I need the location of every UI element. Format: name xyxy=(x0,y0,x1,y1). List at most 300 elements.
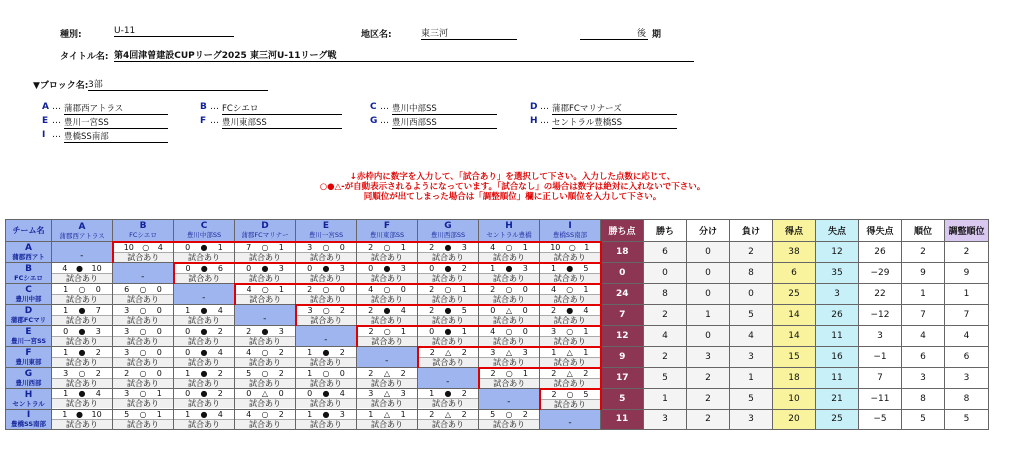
goals-for[interactable]: 0 xyxy=(307,389,313,399)
match-status-select[interactable]: 試合あり xyxy=(296,420,356,429)
match-cell[interactable] xyxy=(235,347,296,368)
goals-against[interactable]: 1 xyxy=(583,284,589,294)
match-score[interactable] xyxy=(418,243,478,253)
match-status-select[interactable]: 試合あり xyxy=(174,337,234,346)
goals-for[interactable]: 3 xyxy=(307,242,313,252)
match-score[interactable] xyxy=(418,327,478,337)
adjusted-rank-cell[interactable]: 1 xyxy=(945,284,989,305)
match-score[interactable] xyxy=(541,390,600,400)
goals-against[interactable]: 3 xyxy=(522,347,528,357)
adjusted-rank-cell[interactable]: 7 xyxy=(945,305,989,326)
match-status-select[interactable]: 試合あり xyxy=(479,337,539,346)
term-field[interactable]: 後 xyxy=(580,26,648,40)
match-status-select[interactable]: 試合あり xyxy=(479,420,539,429)
match-cell[interactable] xyxy=(479,305,540,326)
match-status-select[interactable]: 試合あり xyxy=(357,274,417,283)
goals-against[interactable]: 4 xyxy=(95,389,101,399)
goals-for[interactable]: 3 xyxy=(490,347,496,357)
goals-for[interactable]: 0 xyxy=(63,326,69,336)
match-score[interactable] xyxy=(174,410,234,420)
goals-for[interactable]: 2 xyxy=(429,305,435,315)
match-status-select[interactable]: 試合あり xyxy=(479,358,539,367)
match-score[interactable] xyxy=(357,306,417,316)
match-status-select[interactable]: 試合あり xyxy=(296,274,356,283)
match-cell[interactable] xyxy=(235,389,296,410)
match-cell[interactable] xyxy=(113,368,174,389)
match-cell[interactable] xyxy=(357,368,418,389)
goals-against[interactable]: 2 xyxy=(522,409,528,419)
match-status-select[interactable]: 試合あり xyxy=(357,253,417,262)
goals-for[interactable]: 1 xyxy=(368,409,374,419)
match-score[interactable] xyxy=(296,369,356,379)
goals-for[interactable]: 10 xyxy=(123,242,134,252)
goals-for[interactable]: 0 xyxy=(185,389,191,399)
goals-against[interactable]: 4 xyxy=(400,305,406,315)
match-cell[interactable] xyxy=(174,389,235,410)
goals-against[interactable]: 1 xyxy=(278,242,284,252)
goals-against[interactable]: 4 xyxy=(217,409,223,419)
goals-for[interactable]: 3 xyxy=(307,305,313,315)
goals-against[interactable]: 2 xyxy=(461,409,467,419)
category-field[interactable]: U-11 xyxy=(114,26,234,37)
match-cell[interactable] xyxy=(174,305,235,326)
match-score[interactable] xyxy=(479,327,539,337)
match-score[interactable] xyxy=(479,306,539,316)
match-score[interactable] xyxy=(235,264,295,274)
match-score[interactable] xyxy=(357,243,417,253)
match-status-select[interactable]: 試合あり xyxy=(113,399,173,408)
match-status-select[interactable]: 試合あり xyxy=(235,399,295,408)
match-score[interactable] xyxy=(540,264,600,274)
match-status-select[interactable]: 試合あり xyxy=(357,399,417,408)
match-score[interactable] xyxy=(174,389,234,399)
match-score[interactable] xyxy=(52,410,112,420)
match-status-select[interactable]: 試合あり xyxy=(540,379,600,388)
match-status-select[interactable]: 試合あり xyxy=(235,420,295,429)
match-status-select[interactable]: 試合あり xyxy=(52,337,112,346)
legend-team-h[interactable]: セントラル豊橋SS xyxy=(552,116,677,129)
goals-against[interactable]: 3 xyxy=(400,263,406,273)
goals-for[interactable]: 2 xyxy=(429,409,435,419)
goals-against[interactable]: 1 xyxy=(217,242,223,252)
goals-for[interactable]: 1 xyxy=(185,305,191,315)
match-cell[interactable] xyxy=(418,242,479,263)
goals-against[interactable]: 1 xyxy=(461,326,467,336)
goals-against[interactable]: 5 xyxy=(583,389,589,399)
goals-for[interactable]: 2 xyxy=(429,347,435,357)
goals-for[interactable]: 3 xyxy=(551,326,557,336)
match-cell[interactable] xyxy=(479,347,540,368)
match-score[interactable] xyxy=(113,327,173,337)
goals-against[interactable]: 3 xyxy=(278,326,284,336)
match-status-select[interactable]: 試合あり xyxy=(296,379,356,388)
legend-team-e[interactable]: 豊川一宮SS xyxy=(64,116,168,129)
match-score[interactable] xyxy=(235,410,295,420)
adjusted-rank-cell[interactable]: 6 xyxy=(945,347,989,368)
goals-for[interactable]: 4 xyxy=(551,284,557,294)
match-cell[interactable] xyxy=(357,242,418,263)
match-score[interactable] xyxy=(52,264,112,274)
match-cell[interactable] xyxy=(357,305,418,326)
match-cell[interactable] xyxy=(52,347,113,368)
goals-for[interactable]: 2 xyxy=(368,326,374,336)
goals-for[interactable]: 3 xyxy=(63,368,69,378)
goals-against[interactable]: 0 xyxy=(156,368,162,378)
goals-against[interactable]: 0 xyxy=(522,326,528,336)
match-status-select[interactable]: 試合あり xyxy=(113,420,173,429)
goals-for[interactable]: 4 xyxy=(490,242,496,252)
match-cell[interactable] xyxy=(357,263,418,284)
goals-against[interactable]: 4 xyxy=(339,389,345,399)
match-score[interactable] xyxy=(479,264,539,274)
match-status-select[interactable]: 試合あり xyxy=(297,316,357,325)
match-score[interactable] xyxy=(235,369,295,379)
match-status-select[interactable]: 試合あり xyxy=(113,295,173,304)
goals-for[interactable]: 0 xyxy=(246,263,252,273)
goals-for[interactable]: 0 xyxy=(490,305,496,315)
match-score[interactable] xyxy=(235,327,295,337)
goals-against[interactable]: 2 xyxy=(583,368,589,378)
goals-against[interactable]: 2 xyxy=(95,347,101,357)
match-status-select[interactable]: 試合あり xyxy=(52,295,112,304)
match-score[interactable] xyxy=(296,389,356,399)
match-cell[interactable] xyxy=(296,263,357,284)
match-score[interactable] xyxy=(296,348,356,358)
match-score[interactable] xyxy=(296,243,356,253)
match-status-select[interactable]: 試合あり xyxy=(174,399,234,408)
goals-for[interactable]: 4 xyxy=(246,284,252,294)
goals-against[interactable]: 2 xyxy=(217,326,223,336)
goals-against[interactable]: 5 xyxy=(461,305,467,315)
match-cell[interactable] xyxy=(296,347,357,368)
match-status-select[interactable]: 試合あり xyxy=(236,295,296,304)
goals-against[interactable]: 1 xyxy=(522,242,528,252)
match-cell[interactable] xyxy=(113,305,174,326)
match-score[interactable] xyxy=(235,389,295,399)
goals-against[interactable]: 2 xyxy=(278,368,284,378)
legend-team-i[interactable]: 豊橋SS南部 xyxy=(64,130,168,143)
match-score[interactable] xyxy=(175,264,235,274)
goals-against[interactable]: 0 xyxy=(339,368,345,378)
goals-against[interactable]: 2 xyxy=(339,347,345,357)
goals-against[interactable]: 0 xyxy=(522,284,528,294)
match-status-select[interactable]: 試合あり xyxy=(418,399,478,408)
goals-for[interactable]: 2 xyxy=(124,368,130,378)
goals-against[interactable]: 3 xyxy=(95,326,101,336)
goals-for[interactable]: 5 xyxy=(490,409,496,419)
goals-against[interactable]: 3 xyxy=(339,263,345,273)
match-cell[interactable] xyxy=(52,389,113,410)
match-score[interactable] xyxy=(174,327,234,337)
match-cell[interactable] xyxy=(113,326,174,347)
match-cell[interactable] xyxy=(418,347,479,368)
goals-for[interactable]: 1 xyxy=(62,409,68,419)
match-status-select[interactable]: 試合あり xyxy=(479,316,539,325)
match-status-select[interactable]: 試合あり xyxy=(52,316,112,325)
match-cell[interactable] xyxy=(113,409,174,429)
match-score[interactable] xyxy=(296,285,356,295)
goals-against[interactable]: 1 xyxy=(583,347,589,357)
match-score[interactable] xyxy=(418,306,478,316)
goals-against[interactable]: 0 xyxy=(156,305,162,315)
goals-against[interactable]: 0 xyxy=(278,389,284,399)
match-score[interactable] xyxy=(52,348,112,358)
goals-against[interactable]: 3 xyxy=(400,389,406,399)
match-cell[interactable] xyxy=(540,242,601,263)
match-score[interactable] xyxy=(357,410,417,420)
match-score[interactable] xyxy=(540,369,600,379)
match-status-select[interactable]: 試合あり xyxy=(113,379,173,388)
match-cell[interactable] xyxy=(235,326,296,347)
goals-for[interactable]: 2 xyxy=(490,284,496,294)
goals-against[interactable]: 0 xyxy=(156,326,162,336)
goals-for[interactable]: 7 xyxy=(246,242,252,252)
match-cell[interactable] xyxy=(113,389,174,410)
match-cell[interactable] xyxy=(418,389,479,410)
goals-for[interactable]: 0 xyxy=(185,242,191,252)
goals-for[interactable]: 3 xyxy=(124,326,130,336)
match-cell[interactable] xyxy=(174,242,235,263)
match-cell[interactable] xyxy=(296,389,357,410)
match-cell[interactable] xyxy=(418,263,479,284)
goals-for[interactable]: 2 xyxy=(429,284,435,294)
match-cell[interactable] xyxy=(52,284,113,305)
match-score[interactable] xyxy=(418,389,478,399)
goals-for[interactable]: 1 xyxy=(307,368,313,378)
goals-against[interactable]: 4 xyxy=(583,305,589,315)
goals-for[interactable]: 2 xyxy=(551,368,557,378)
match-cell[interactable] xyxy=(52,305,113,326)
block-field[interactable]: 3部 xyxy=(88,77,268,91)
match-status-select[interactable]: 試合あり xyxy=(52,358,112,367)
match-cell[interactable] xyxy=(418,284,479,305)
match-status-select[interactable]: 試合あり xyxy=(113,358,173,367)
match-cell[interactable] xyxy=(540,284,601,305)
goals-for[interactable]: 3 xyxy=(368,389,374,399)
goals-against[interactable]: 2 xyxy=(95,368,101,378)
goals-for[interactable]: 3 xyxy=(124,347,130,357)
match-score[interactable] xyxy=(358,327,418,337)
goals-for[interactable]: 2 xyxy=(429,242,435,252)
goals-for[interactable]: 1 xyxy=(63,305,69,315)
match-status-select[interactable]: 試合あり xyxy=(480,379,540,388)
goals-for[interactable]: 2 xyxy=(368,305,374,315)
match-cell[interactable] xyxy=(235,263,296,284)
match-cell[interactable] xyxy=(113,242,174,263)
match-status-select[interactable]: 試合あり xyxy=(541,400,600,409)
match-status-select[interactable]: 試合あり xyxy=(418,253,478,262)
goals-for[interactable]: 4 xyxy=(490,326,496,336)
goals-against[interactable]: 5 xyxy=(583,263,589,273)
region-field[interactable]: 東三河 xyxy=(421,26,517,40)
goals-for[interactable]: 2 xyxy=(368,242,374,252)
match-cell[interactable] xyxy=(235,284,296,305)
match-status-select[interactable]: 試合あり xyxy=(174,379,234,388)
goals-against[interactable]: 2 xyxy=(339,305,345,315)
goals-for[interactable]: 1 xyxy=(185,409,191,419)
match-score[interactable] xyxy=(540,327,600,337)
match-score[interactable] xyxy=(113,348,173,358)
goals-for[interactable]: 2 xyxy=(551,305,557,315)
goals-against[interactable]: 2 xyxy=(278,347,284,357)
adjusted-rank-cell[interactable]: 4 xyxy=(945,326,989,347)
legend-team-c[interactable]: 豊川中部SS xyxy=(392,102,497,115)
match-score[interactable] xyxy=(114,243,174,253)
goals-for[interactable]: 4 xyxy=(62,263,68,273)
match-cell[interactable] xyxy=(52,263,113,284)
match-cell[interactable] xyxy=(479,326,540,347)
goals-for[interactable]: 1 xyxy=(429,389,435,399)
match-cell[interactable] xyxy=(235,242,296,263)
match-status-select[interactable]: 試合あり xyxy=(479,295,539,304)
match-status-select[interactable]: 試合あり xyxy=(296,399,356,408)
match-cell[interactable] xyxy=(479,409,540,429)
match-cell[interactable] xyxy=(540,389,601,410)
title-field[interactable]: 第4回津曽建設CUPリーグ2025 東三河U-11リーグ戦 xyxy=(114,48,694,62)
goals-for[interactable]: 3 xyxy=(124,305,130,315)
goals-against[interactable]: 2 xyxy=(461,347,467,357)
match-status-select[interactable]: 試合あり xyxy=(540,295,600,304)
goals-for[interactable]: 4 xyxy=(246,347,252,357)
goals-against[interactable]: 0 xyxy=(156,347,162,357)
goals-against[interactable]: 6 xyxy=(217,263,223,273)
goals-for[interactable]: 1 xyxy=(63,347,69,357)
match-status-select[interactable]: 試合あり xyxy=(357,379,417,388)
match-status-select[interactable]: 試合あり xyxy=(52,420,112,429)
goals-against[interactable]: 1 xyxy=(400,242,406,252)
match-score[interactable] xyxy=(540,306,600,316)
match-score[interactable] xyxy=(174,348,234,358)
goals-against[interactable]: 4 xyxy=(217,347,223,357)
goals-against[interactable]: 1 xyxy=(156,409,162,419)
match-status-select[interactable]: 試合あり xyxy=(357,295,417,304)
match-score[interactable] xyxy=(236,285,296,295)
match-cell[interactable] xyxy=(357,284,418,305)
match-score[interactable] xyxy=(479,243,539,253)
match-cell[interactable] xyxy=(296,368,357,389)
match-score[interactable] xyxy=(296,264,356,274)
match-cell[interactable] xyxy=(296,409,357,429)
match-score[interactable] xyxy=(113,389,173,399)
goals-for[interactable]: 0 xyxy=(246,389,252,399)
match-status-select[interactable]: 試合あり xyxy=(357,420,417,429)
goals-against[interactable]: 1 xyxy=(278,284,284,294)
match-cell[interactable] xyxy=(540,305,601,326)
goals-for[interactable]: 1 xyxy=(551,263,557,273)
goals-against[interactable]: 10 xyxy=(91,263,102,273)
legend-team-f[interactable]: 豊川東部SS xyxy=(222,116,342,129)
goals-for[interactable]: 1 xyxy=(63,389,69,399)
match-score[interactable] xyxy=(113,306,173,316)
legend-team-b[interactable]: FCシエロ xyxy=(222,102,342,115)
match-cell[interactable] xyxy=(174,326,235,347)
goals-for[interactable]: 0 xyxy=(307,263,313,273)
match-cell[interactable] xyxy=(418,305,479,326)
match-score[interactable] xyxy=(418,410,478,420)
adjusted-rank-cell[interactable]: 8 xyxy=(945,389,989,410)
match-cell[interactable] xyxy=(235,368,296,389)
match-status-select[interactable]: 試合あり xyxy=(235,274,295,283)
goals-against[interactable]: 0 xyxy=(339,284,345,294)
match-score[interactable] xyxy=(297,306,357,316)
legend-team-g[interactable]: 豊川西部SS xyxy=(392,116,497,129)
goals-for[interactable]: 6 xyxy=(124,284,130,294)
goals-against[interactable]: 0 xyxy=(522,305,528,315)
goals-against[interactable]: 0 xyxy=(339,242,345,252)
match-cell[interactable] xyxy=(296,284,357,305)
adjusted-rank-cell[interactable]: 9 xyxy=(945,263,989,284)
match-status-select[interactable]: 試合あり xyxy=(52,379,112,388)
goals-against[interactable]: 0 xyxy=(156,284,162,294)
match-score[interactable] xyxy=(174,369,234,379)
match-score[interactable] xyxy=(113,410,173,420)
match-score[interactable] xyxy=(52,389,112,399)
match-cell[interactable] xyxy=(540,368,601,389)
match-cell[interactable] xyxy=(174,368,235,389)
match-cell[interactable] xyxy=(357,326,418,347)
goals-for[interactable]: 0 xyxy=(429,263,435,273)
match-cell[interactable] xyxy=(113,347,174,368)
goals-for[interactable]: 4 xyxy=(246,409,252,419)
match-score[interactable] xyxy=(540,285,600,295)
goals-for[interactable]: 1 xyxy=(551,347,557,357)
match-cell[interactable] xyxy=(540,263,601,284)
match-status-select[interactable]: 試合あり xyxy=(418,337,478,346)
match-cell[interactable] xyxy=(479,242,540,263)
match-status-select[interactable]: 試合あり xyxy=(418,420,478,429)
match-status-select[interactable]: 試合あり xyxy=(479,253,539,262)
goals-for[interactable]: 0 xyxy=(368,263,374,273)
match-score[interactable] xyxy=(357,389,417,399)
match-status-select[interactable]: 試合あり xyxy=(174,253,234,262)
match-cell[interactable] xyxy=(479,284,540,305)
match-status-select[interactable]: 試合あり xyxy=(479,274,539,283)
match-status-select[interactable]: 試合あり xyxy=(419,358,479,367)
goals-against[interactable]: 1 xyxy=(461,284,467,294)
goals-for[interactable]: 0 xyxy=(185,347,191,357)
match-score[interactable] xyxy=(174,306,234,316)
goals-for[interactable]: 5 xyxy=(124,409,130,419)
match-status-select[interactable]: 試合あり xyxy=(540,316,600,325)
goals-against[interactable]: 1 xyxy=(156,389,162,399)
match-cell[interactable] xyxy=(479,368,540,389)
match-score[interactable] xyxy=(479,410,539,420)
adjusted-rank-cell[interactable]: 3 xyxy=(945,368,989,389)
match-score[interactable] xyxy=(174,243,234,253)
match-status-select[interactable]: 試合あり xyxy=(52,399,112,408)
goals-against[interactable]: 2 xyxy=(217,389,223,399)
match-status-select[interactable]: 試合あり xyxy=(540,274,600,283)
match-score[interactable] xyxy=(419,348,479,358)
match-score[interactable] xyxy=(357,285,417,295)
match-status-select[interactable]: 試合あり xyxy=(174,316,234,325)
match-cell[interactable] xyxy=(296,242,357,263)
goals-for[interactable]: 4 xyxy=(368,284,374,294)
match-status-select[interactable]: 試合あり xyxy=(235,337,295,346)
goals-against[interactable]: 3 xyxy=(461,242,467,252)
goals-against[interactable]: 3 xyxy=(339,409,345,419)
goals-for[interactable]: 1 xyxy=(185,368,191,378)
goals-for[interactable]: 5 xyxy=(246,368,252,378)
goals-for[interactable]: 0 xyxy=(185,326,191,336)
match-cell[interactable] xyxy=(357,389,418,410)
goals-against[interactable]: 10 xyxy=(91,409,102,419)
goals-against[interactable]: 2 xyxy=(400,368,406,378)
match-cell[interactable] xyxy=(540,326,601,347)
match-status-select[interactable]: 試合あり xyxy=(296,358,356,367)
adjusted-rank-cell[interactable]: 5 xyxy=(945,409,989,429)
match-status-select[interactable]: 試合あり xyxy=(175,274,235,283)
